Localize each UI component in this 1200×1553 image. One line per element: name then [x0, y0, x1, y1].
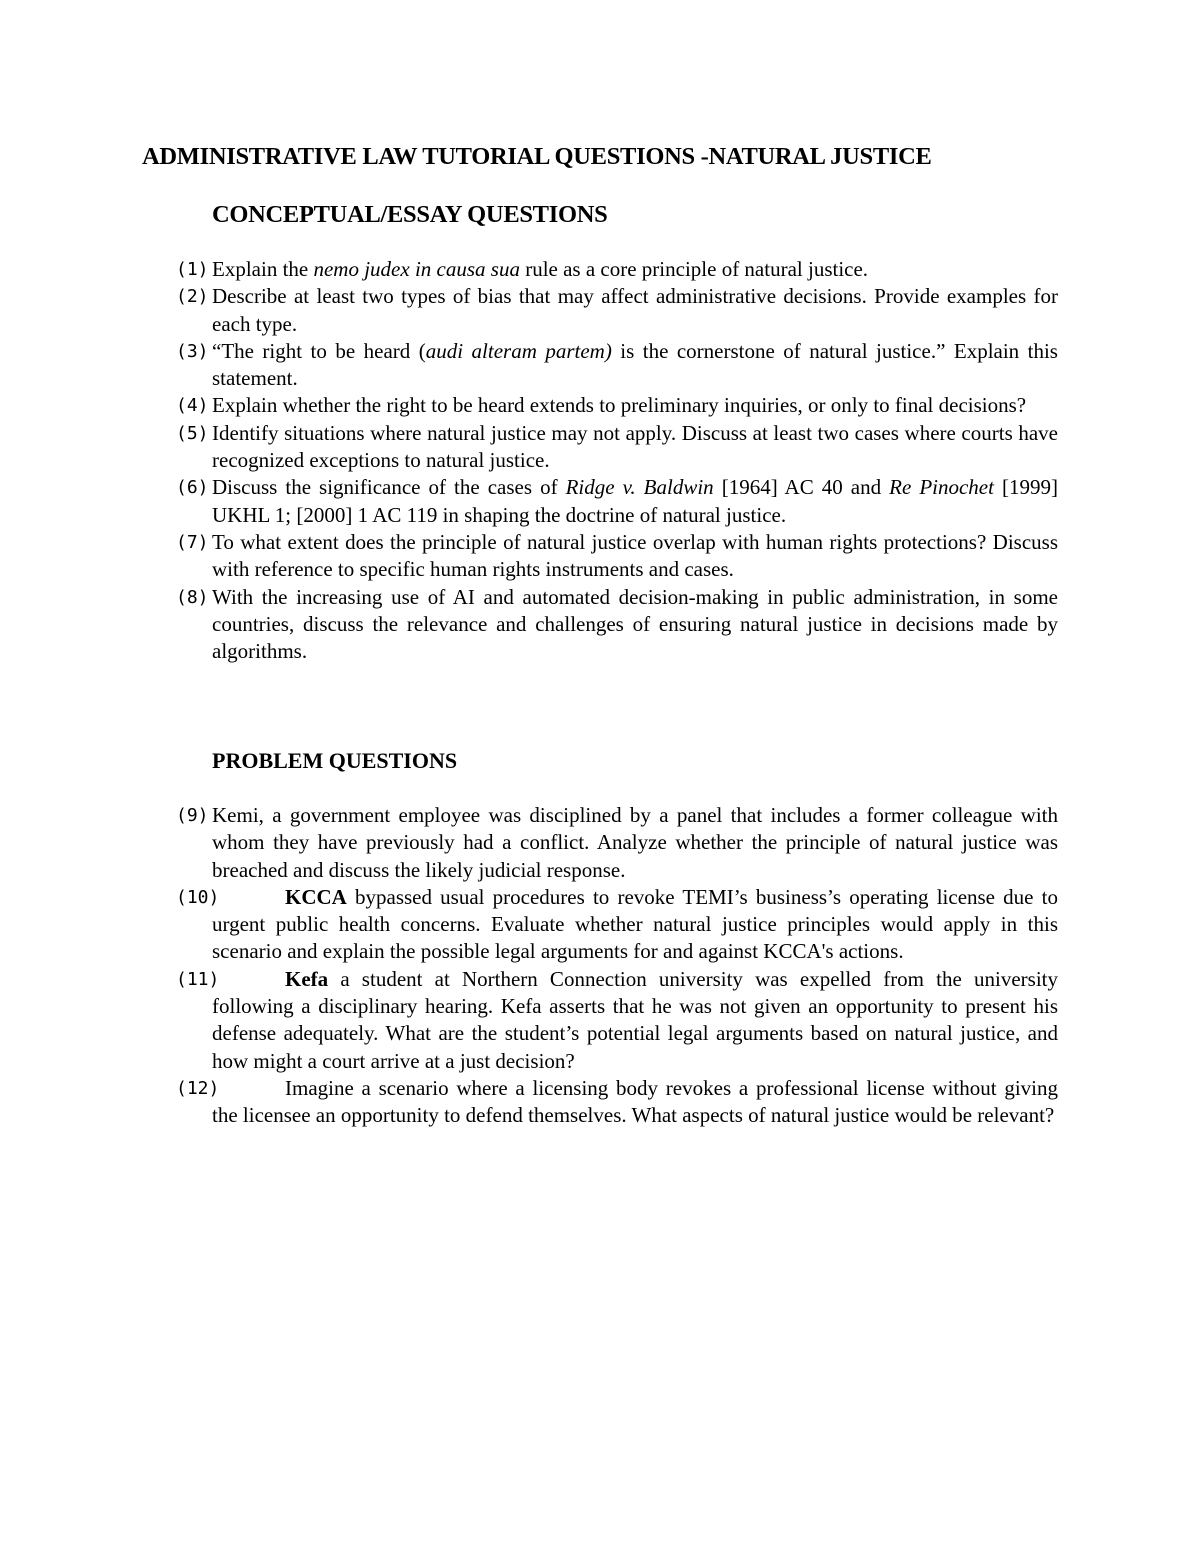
question-text: Discuss the significance of the cases of: [212, 475, 566, 500]
question-item: [176, 884, 1058, 966]
question-item: [176, 1075, 1058, 1130]
question-text: Kemi, a government employee was disciplined by a panel that includes a former colleague with whom they have previously had a conflict. Analyze whether the principle of natural justice was breached and discuss the likely judicial response.: [212, 803, 1058, 882]
party-name-bold: Kefa: [285, 966, 329, 991]
question-text: “The right to be heard (: [212, 338, 426, 363]
question-text: bypassed usual procedures to revoke TEMI’s business’s operating license due to urgent public health concerns. Evaluate whether natural justice principles would apply in this scenario and explain the possible legal arguments for and against KCCA's actions.: [212, 884, 1058, 964]
question-italic-text: audi alteram partem): [425, 338, 612, 363]
question-text: With the increasing use of AI and automated decision-making in public administration, in some countries, discuss the relevance and challenges of ensuring natural justice in decisions made by algorithms.: [212, 584, 1058, 664]
section-heading-problem: PROBLEM QUESTIONS: [212, 748, 458, 773]
question-text: Identify situations where natural justice may not apply. Discuss at least two cases where courts have recognized exceptions to natural justice.: [212, 420, 1058, 473]
question-number: (5): [176, 422, 209, 444]
question-text: Describe at least two types of bias that may affect administrative decisions. Provide examples for each type.: [212, 284, 1058, 336]
question-number: (12): [176, 1077, 220, 1099]
question-item: [176, 584, 1058, 666]
question-text: Imagine a scenario where a licensing body revokes a professional license without giving the licensee an opportunity to defend themselves. What aspects of natural justice would be relevant?: [212, 1075, 1058, 1128]
case-name-italic: Ridge v. Baldwin: [565, 475, 714, 500]
question-number: (11): [176, 968, 220, 990]
question-text: Explain the: [212, 257, 314, 281]
question-italic-text: nemo judex in causa sua: [313, 257, 520, 281]
section-heading-essay: CONCEPTUAL/ESSAY QUESTIONS: [212, 201, 608, 228]
question-text: a student at Northern Connection university was expelled from the university following a disciplinary hearing. Kefa asserts that he was not given an opportunity to present his defense adequately. What are the student’s potential legal arguments based on natural justice, and how might a court arrive at a just decision?: [212, 966, 1058, 1073]
question-text: To what extent does the principle of natural justice overlap with human rights protections? Discuss with reference to specific human rights instruments and cases.: [212, 529, 1058, 582]
question-item: [176, 966, 1058, 1075]
question-number: (3): [176, 340, 209, 362]
question-item: [176, 802, 1058, 884]
case-name-italic: Re Pinochet: [889, 475, 994, 500]
question-number: (9): [176, 805, 209, 826]
question-item: [176, 256, 1058, 283]
question-text: is the cornerstone of natural justice.” Explain this statement.: [212, 338, 1058, 391]
question-number: (2): [176, 286, 209, 308]
question-item: [176, 338, 1058, 393]
question-text: Explain whether the right to be heard extends to preliminary inquiries, or only to final decisions?: [212, 393, 1027, 418]
question-item: [176, 392, 1058, 419]
question-item: [176, 529, 1058, 584]
question-text: rule as a core principle of natural justice.: [519, 257, 869, 281]
question-item: [176, 474, 1058, 529]
question-text: [1999] UKHL 1; [2000] 1 AC 119 in shaping the doctrine of natural justice.: [212, 475, 1058, 527]
essay-question-list: [176, 256, 1058, 665]
party-name-bold: KCCA: [285, 884, 347, 909]
question-number: (8): [176, 586, 209, 608]
question-number: (10): [176, 886, 220, 908]
question-number: (4): [176, 395, 209, 417]
question-item: [176, 420, 1058, 475]
question-number: (6): [176, 477, 209, 499]
question-text: [1964] AC 40 and: [713, 475, 890, 500]
question-number: (7): [176, 531, 209, 553]
question-item: [176, 283, 1058, 338]
question-number: (1): [176, 259, 209, 280]
document-title: ADMINISTRATIVE LAW TUTORIAL QUESTIONS -NATURAL JUSTICE: [142, 143, 932, 170]
problem-question-list: [176, 802, 1058, 1130]
